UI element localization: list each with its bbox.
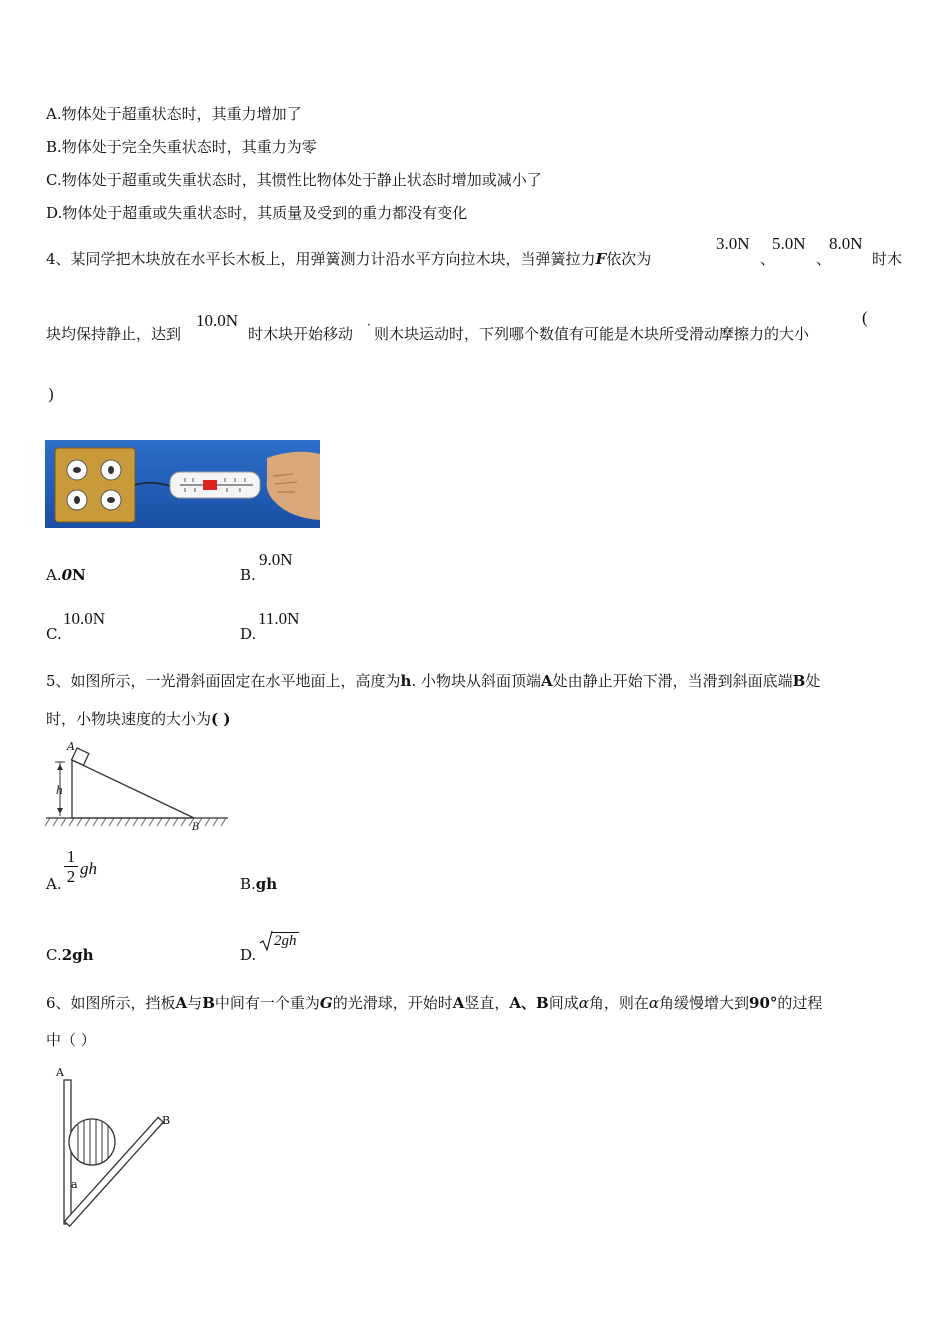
q3-option-d: D.物体处于超重或失重状态时，其质量及受到的重力都没有变化 (46, 204, 468, 222)
q4-option-b-value: 9.0N (259, 550, 293, 569)
q4-separator: 、 (816, 250, 832, 268)
q4-paren-close: ) (48, 385, 55, 404)
q5-stem-line1: 5、如图所示，一光滑斜面固定在水平地面上，高度为h. 小物块从斜面顶端A处由静止开始下滑，当滑到斜面底端B处 (46, 672, 821, 690)
q4-option-b-label: B. (240, 566, 256, 584)
incline-figure (44, 742, 230, 838)
sqrt-icon (259, 930, 273, 952)
q5-option-a-gh: gh (80, 859, 97, 878)
plate-a-label: A (56, 1066, 64, 1079)
answer-blank: ( ) (211, 710, 231, 728)
q4-paren-open: ( (862, 308, 868, 327)
q4-option-a: A.0N (46, 566, 86, 584)
q4-value-3: 8.0N (829, 234, 863, 253)
q4-option-c-label: C. (46, 625, 62, 643)
q4-option-d-value: 11.0N (258, 609, 300, 628)
q4-stem-line1 (46, 248, 651, 269)
q4-stem-text: 4、某同学把木块放在水平长木板上，用弹簧测力计沿水平方向拉木块，当弹簧拉力 (46, 250, 596, 268)
q4-separator: 、 (760, 250, 776, 268)
q5-option-b: B.gh (240, 875, 278, 893)
q4-value-2: 5.0N (772, 234, 806, 253)
spring-scale-photo (45, 440, 320, 528)
q4-stem-text: 依次为 (606, 250, 652, 268)
q4-stem-text: 时木 (872, 250, 903, 268)
q3-option-a: A.物体处于超重状态时，其重力增加了 (46, 105, 302, 123)
q3-option-b: B.物体处于完全失重状态时，其重力为零 (46, 138, 317, 156)
q4-value-1: 3.0N (716, 234, 750, 253)
q4-stem-text: 则木块运动时，下列哪个数值有可能是木块所受滑动摩擦力的大小 (374, 325, 810, 343)
q4-stem-line2 (46, 323, 181, 344)
q5-option-a-fraction: 1 2 (64, 848, 78, 887)
q4-stem-text: 时木块开始移动 (248, 325, 354, 343)
q4-value-4: 10.0N (196, 311, 239, 330)
plate-b-label: B (162, 1114, 171, 1127)
q5-option-a-label: A. (46, 875, 62, 893)
q4-stem-text: 块均保持静止，达到 (46, 325, 182, 343)
q6-stem-line2: 中（ ） (46, 1031, 96, 1049)
q3-option-c: C.物体处于超重或失重状态时，其惯性比物体处于静止状态时增加或减小了 (46, 171, 542, 189)
q6-stem-line1: 6、如图所示，挡板A与B中间有一个重为G的光滑球，开始时A竖直，A、B间成α角，则在α角缓慢增大到90°的过程 (46, 994, 823, 1012)
q4-force-symbol: F (595, 250, 607, 268)
plates-ball-figure (44, 1064, 194, 1230)
q4-option-c-value: 10.0N (63, 609, 106, 628)
q5-option-d-label: D. (240, 946, 257, 964)
q5-option-c: C.2gh (46, 946, 94, 964)
incline-label-b: B (192, 822, 200, 833)
q5-stem-line2: 时，小物块速度的大小为( ) (46, 710, 231, 728)
incline-label-h: h (56, 784, 64, 797)
incline-label-a: A (67, 740, 75, 753)
angle-label: a (71, 1178, 78, 1191)
q4-option-d-label: D. (240, 625, 257, 643)
